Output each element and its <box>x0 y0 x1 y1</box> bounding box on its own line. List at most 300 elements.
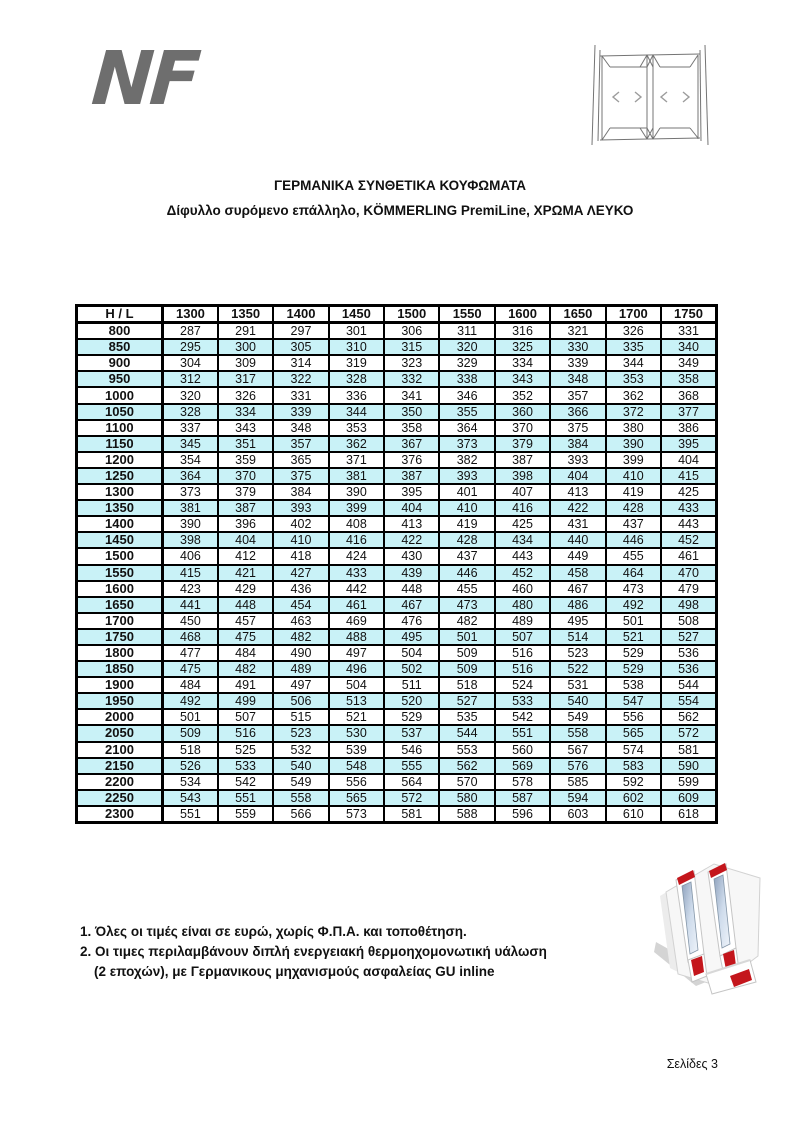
price-cell: 585 <box>550 774 605 790</box>
price-cell: 339 <box>550 355 605 371</box>
price-cell: 305 <box>273 339 328 355</box>
price-cell: 393 <box>439 468 494 484</box>
price-cell: 345 <box>163 436 218 452</box>
row-height-label: 1700 <box>77 613 163 629</box>
price-cell: 508 <box>661 613 716 629</box>
price-cell: 537 <box>384 725 439 741</box>
price-cell: 379 <box>495 436 550 452</box>
price-cell: 325 <box>495 339 550 355</box>
table-header-cell: 1650 <box>550 306 605 323</box>
price-cell: 317 <box>218 371 273 387</box>
price-cell: 320 <box>439 339 494 355</box>
price-cell: 515 <box>273 709 328 725</box>
price-cell: 312 <box>163 371 218 387</box>
price-cell: 353 <box>329 420 384 436</box>
price-cell: 408 <box>329 516 384 532</box>
price-cell: 599 <box>661 774 716 790</box>
row-height-label: 900 <box>77 355 163 371</box>
price-cell: 580 <box>439 790 494 806</box>
price-cell: 539 <box>329 742 384 758</box>
price-cell: 467 <box>384 597 439 613</box>
table-row <box>77 709 717 725</box>
price-cell: 543 <box>163 790 218 806</box>
price-cell: 440 <box>550 532 605 548</box>
price-cell: 482 <box>218 661 273 677</box>
price-cell: 334 <box>495 355 550 371</box>
price-cell: 536 <box>661 645 716 661</box>
price-cell: 458 <box>550 565 605 581</box>
price-cell: 344 <box>329 404 384 420</box>
page-number: Σελίδες 3 <box>666 1057 718 1071</box>
price-cell: 501 <box>439 629 494 645</box>
table-header-cell: 1350 <box>218 306 273 323</box>
price-cell: 370 <box>218 468 273 484</box>
price-cell: 335 <box>606 339 661 355</box>
price-cell: 492 <box>606 597 661 613</box>
price-cell: 475 <box>163 661 218 677</box>
price-cell: 362 <box>329 436 384 452</box>
price-cell: 572 <box>384 790 439 806</box>
price-cell: 475 <box>218 629 273 645</box>
row-height-label: 2250 <box>77 790 163 806</box>
price-cell: 354 <box>163 452 218 468</box>
table-row <box>77 420 717 436</box>
price-cell: 452 <box>661 532 716 548</box>
price-cell: 526 <box>163 758 218 774</box>
price-cell: 553 <box>439 742 494 758</box>
price-cell: 323 <box>384 355 439 371</box>
price-cell: 551 <box>163 806 218 823</box>
row-height-label: 1900 <box>77 677 163 693</box>
price-cell: 556 <box>606 709 661 725</box>
price-cell: 573 <box>329 806 384 823</box>
price-cell: 357 <box>550 387 605 403</box>
price-cell: 540 <box>550 693 605 709</box>
price-cell: 565 <box>606 725 661 741</box>
table-row <box>77 387 717 403</box>
price-cell: 592 <box>606 774 661 790</box>
price-cell: 410 <box>439 500 494 516</box>
price-cell: 384 <box>273 484 328 500</box>
price-cell: 497 <box>273 677 328 693</box>
price-cell: 544 <box>439 725 494 741</box>
price-cell: 341 <box>384 387 439 403</box>
price-cell: 551 <box>218 790 273 806</box>
table-row <box>77 516 717 532</box>
price-cell: 322 <box>273 371 328 387</box>
price-cell: 581 <box>384 806 439 823</box>
price-cell: 416 <box>495 500 550 516</box>
row-height-label: 1050 <box>77 404 163 420</box>
price-cell: 358 <box>661 371 716 387</box>
price-cell: 343 <box>218 420 273 436</box>
price-cell: 578 <box>495 774 550 790</box>
price-cell: 328 <box>163 404 218 420</box>
price-cell: 377 <box>661 404 716 420</box>
table-header-cell: 1450 <box>329 306 384 323</box>
price-cell: 370 <box>495 420 550 436</box>
price-cell: 412 <box>218 548 273 564</box>
price-cell: 476 <box>384 613 439 629</box>
price-cell: 504 <box>329 677 384 693</box>
table-row <box>77 725 717 741</box>
price-cell: 489 <box>495 613 550 629</box>
price-cell: 332 <box>384 371 439 387</box>
price-cell: 482 <box>439 613 494 629</box>
price-cell: 360 <box>495 404 550 420</box>
price-cell: 504 <box>384 645 439 661</box>
price-cell: 396 <box>218 516 273 532</box>
price-cell: 439 <box>384 565 439 581</box>
price-cell: 527 <box>439 693 494 709</box>
price-cell: 477 <box>163 645 218 661</box>
price-cell: 437 <box>606 516 661 532</box>
price-cell: 558 <box>273 790 328 806</box>
price-cell: 533 <box>495 693 550 709</box>
price-cell: 379 <box>218 484 273 500</box>
price-cell: 536 <box>661 661 716 677</box>
price-cell: 566 <box>273 806 328 823</box>
table-row <box>77 597 717 613</box>
price-cell: 315 <box>384 339 439 355</box>
price-cell: 507 <box>218 709 273 725</box>
price-cell: 418 <box>273 548 328 564</box>
price-cell: 376 <box>384 452 439 468</box>
price-cell: 390 <box>329 484 384 500</box>
price-cell: 328 <box>329 371 384 387</box>
price-cell: 496 <box>329 661 384 677</box>
price-cell: 509 <box>439 645 494 661</box>
price-cell: 364 <box>163 468 218 484</box>
price-cell: 443 <box>661 516 716 532</box>
price-cell: 534 <box>163 774 218 790</box>
price-cell: 525 <box>218 742 273 758</box>
price-cell: 413 <box>550 484 605 500</box>
price-cell: 609 <box>661 790 716 806</box>
price-cell: 404 <box>661 452 716 468</box>
price-cell: 366 <box>550 404 605 420</box>
price-cell: 321 <box>550 323 605 340</box>
price-cell: 419 <box>439 516 494 532</box>
price-cell: 548 <box>329 758 384 774</box>
row-height-label: 1400 <box>77 516 163 532</box>
price-cell: 427 <box>273 565 328 581</box>
table-row <box>77 339 717 355</box>
note-line: 1. Όλες οι τιμές είναι σε ευρώ, χωρίς Φ.Π.Α. και τοποθέτηση. <box>80 924 467 939</box>
price-cell: 479 <box>661 581 716 597</box>
price-cell: 331 <box>273 387 328 403</box>
table-row <box>77 548 717 564</box>
table-corner-label: H / L <box>77 306 163 323</box>
price-cell: 297 <box>273 323 328 340</box>
price-cell: 457 <box>218 613 273 629</box>
table-row <box>77 484 717 500</box>
price-cell: 433 <box>661 500 716 516</box>
row-height-label: 1300 <box>77 484 163 500</box>
price-cell: 416 <box>329 532 384 548</box>
table-row <box>77 629 717 645</box>
price-cell: 339 <box>273 404 328 420</box>
price-cell: 330 <box>550 339 605 355</box>
price-cell: 464 <box>606 565 661 581</box>
price-cell: 455 <box>439 581 494 597</box>
price-cell: 491 <box>218 677 273 693</box>
row-height-label: 2050 <box>77 725 163 741</box>
price-cell: 463 <box>273 613 328 629</box>
price-cell: 320 <box>163 387 218 403</box>
price-cell: 490 <box>273 645 328 661</box>
price-cell: 492 <box>163 693 218 709</box>
price-cell: 531 <box>550 677 605 693</box>
price-cell: 380 <box>606 420 661 436</box>
price-cell: 529 <box>606 661 661 677</box>
row-height-label: 800 <box>77 323 163 340</box>
price-cell: 314 <box>273 355 328 371</box>
price-cell: 482 <box>273 629 328 645</box>
price-cell: 425 <box>495 516 550 532</box>
table-row <box>77 758 717 774</box>
price-cell: 486 <box>550 597 605 613</box>
price-cell: 467 <box>550 581 605 597</box>
table-header-cell: 1400 <box>273 306 328 323</box>
price-cell: 368 <box>661 387 716 403</box>
price-cell: 469 <box>329 613 384 629</box>
price-cell: 549 <box>550 709 605 725</box>
price-cell: 569 <box>495 758 550 774</box>
price-cell: 450 <box>163 613 218 629</box>
price-cell: 349 <box>661 355 716 371</box>
price-cell: 562 <box>439 758 494 774</box>
row-height-label: 1450 <box>77 532 163 548</box>
price-cell: 581 <box>661 742 716 758</box>
price-cell: 382 <box>439 452 494 468</box>
price-cell: 524 <box>495 677 550 693</box>
price-cell: 401 <box>439 484 494 500</box>
price-cell: 603 <box>550 806 605 823</box>
table-row <box>77 452 717 468</box>
price-cell: 310 <box>329 339 384 355</box>
price-cell: 488 <box>329 629 384 645</box>
price-cell: 538 <box>606 677 661 693</box>
price-cell: 436 <box>273 581 328 597</box>
price-cell: 551 <box>495 725 550 741</box>
table-header-cell: 1300 <box>163 306 218 323</box>
price-cell: 559 <box>218 806 273 823</box>
price-cell: 558 <box>550 725 605 741</box>
price-cell: 533 <box>218 758 273 774</box>
price-cell: 523 <box>273 725 328 741</box>
notes <box>80 922 547 982</box>
table-row <box>77 806 717 823</box>
table-row <box>77 323 717 340</box>
price-cell: 329 <box>439 355 494 371</box>
price-cell: 348 <box>273 420 328 436</box>
table-row <box>77 742 717 758</box>
table-body <box>77 323 717 823</box>
price-cell: 357 <box>273 436 328 452</box>
price-cell: 344 <box>606 355 661 371</box>
price-cell: 506 <box>273 693 328 709</box>
price-cell: 516 <box>495 645 550 661</box>
price-cell: 367 <box>384 436 439 452</box>
price-cell: 461 <box>661 548 716 564</box>
price-cell: 454 <box>273 597 328 613</box>
table-row <box>77 677 717 693</box>
price-cell: 480 <box>495 597 550 613</box>
price-cell: 529 <box>606 645 661 661</box>
price-cell: 311 <box>439 323 494 340</box>
price-cell: 547 <box>606 693 661 709</box>
price-cell: 404 <box>550 468 605 484</box>
price-cell: 588 <box>439 806 494 823</box>
price-cell: 516 <box>218 725 273 741</box>
price-cell: 346 <box>439 387 494 403</box>
price-cell: 535 <box>439 709 494 725</box>
price-cell: 390 <box>606 436 661 452</box>
price-cell: 373 <box>163 484 218 500</box>
price-cell: 331 <box>661 323 716 340</box>
row-height-label: 2300 <box>77 806 163 823</box>
price-cell: 428 <box>439 532 494 548</box>
price-cell: 351 <box>218 436 273 452</box>
price-cell: 522 <box>550 661 605 677</box>
table-row <box>77 693 717 709</box>
price-cell: 406 <box>163 548 218 564</box>
price-cell: 446 <box>606 532 661 548</box>
price-cell: 358 <box>384 420 439 436</box>
row-height-label: 1250 <box>77 468 163 484</box>
price-cell: 495 <box>384 629 439 645</box>
price-cell: 523 <box>550 645 605 661</box>
price-cell: 415 <box>661 468 716 484</box>
price-cell: 470 <box>661 565 716 581</box>
price-cell: 572 <box>661 725 716 741</box>
price-cell: 375 <box>273 468 328 484</box>
row-height-label: 950 <box>77 371 163 387</box>
price-cell: 399 <box>329 500 384 516</box>
price-cell: 340 <box>661 339 716 355</box>
price-cell: 422 <box>384 532 439 548</box>
row-height-label: 1650 <box>77 597 163 613</box>
price-cell: 583 <box>606 758 661 774</box>
price-cell: 498 <box>661 597 716 613</box>
row-height-label: 1600 <box>77 581 163 597</box>
price-cell: 326 <box>218 387 273 403</box>
price-cell: 421 <box>218 565 273 581</box>
table-row <box>77 565 717 581</box>
price-cell: 542 <box>218 774 273 790</box>
table-row <box>77 645 717 661</box>
price-cell: 372 <box>606 404 661 420</box>
price-cell: 430 <box>384 548 439 564</box>
price-cell: 570 <box>439 774 494 790</box>
price-cell: 373 <box>439 436 494 452</box>
price-cell: 521 <box>606 629 661 645</box>
price-cell: 527 <box>661 629 716 645</box>
row-height-label: 2200 <box>77 774 163 790</box>
table-row <box>77 532 717 548</box>
price-cell: 602 <box>606 790 661 806</box>
row-height-label: 850 <box>77 339 163 355</box>
price-cell: 348 <box>550 371 605 387</box>
row-height-label: 1150 <box>77 436 163 452</box>
price-cell: 499 <box>218 693 273 709</box>
price-cell: 352 <box>495 387 550 403</box>
row-height-label: 2150 <box>77 758 163 774</box>
row-height-label: 1200 <box>77 452 163 468</box>
price-cell: 562 <box>661 709 716 725</box>
price-cell: 355 <box>439 404 494 420</box>
price-cell: 461 <box>329 597 384 613</box>
window-diagram-icon <box>585 42 715 148</box>
price-cell: 473 <box>439 597 494 613</box>
row-height-label: 1950 <box>77 693 163 709</box>
price-cell: 419 <box>606 484 661 500</box>
price-cell: 375 <box>550 420 605 436</box>
price-cell: 424 <box>329 548 384 564</box>
price-cell: 384 <box>550 436 605 452</box>
price-cell: 511 <box>384 677 439 693</box>
price-cell: 497 <box>329 645 384 661</box>
price-cell: 441 <box>163 597 218 613</box>
company-logo: NF <box>88 36 200 122</box>
price-cell: 509 <box>439 661 494 677</box>
price-cell: 306 <box>384 323 439 340</box>
price-cell: 337 <box>163 420 218 436</box>
table-row <box>77 436 717 452</box>
price-cell: 326 <box>606 323 661 340</box>
price-cell: 446 <box>439 565 494 581</box>
price-cell: 495 <box>550 613 605 629</box>
price-cell: 501 <box>163 709 218 725</box>
price-cell: 410 <box>606 468 661 484</box>
price-cell: 564 <box>384 774 439 790</box>
price-cell: 395 <box>384 484 439 500</box>
price-cell: 452 <box>495 565 550 581</box>
price-cell: 381 <box>329 468 384 484</box>
price-cell: 395 <box>661 436 716 452</box>
price-cell: 404 <box>384 500 439 516</box>
price-cell: 455 <box>606 548 661 564</box>
table-header-cell: 1550 <box>439 306 494 323</box>
table-header-cell: 1600 <box>495 306 550 323</box>
price-cell: 387 <box>384 468 439 484</box>
price-cell: 433 <box>329 565 384 581</box>
price-cell: 365 <box>273 452 328 468</box>
price-cell: 407 <box>495 484 550 500</box>
price-cell: 422 <box>550 500 605 516</box>
price-cell: 514 <box>550 629 605 645</box>
table-header-cell: 1700 <box>606 306 661 323</box>
price-cell: 509 <box>163 725 218 741</box>
row-height-label: 2000 <box>77 709 163 725</box>
table-row <box>77 790 717 806</box>
table-row <box>77 404 717 420</box>
price-cell: 590 <box>661 758 716 774</box>
price-cell: 565 <box>329 790 384 806</box>
price-cell: 387 <box>218 500 273 516</box>
price-cell: 371 <box>329 452 384 468</box>
table-row <box>77 371 717 387</box>
price-cell: 410 <box>273 532 328 548</box>
note-line: 2. Οι τιμες περιλαμβάνουν διπλή ενεργειακή θερμοηχομονωτική υάλωση <box>80 944 547 959</box>
price-cell: 560 <box>495 742 550 758</box>
price-table <box>75 304 718 824</box>
price-cell: 404 <box>218 532 273 548</box>
price-cell: 431 <box>550 516 605 532</box>
price-cell: 301 <box>329 323 384 340</box>
price-cell: 530 <box>329 725 384 741</box>
